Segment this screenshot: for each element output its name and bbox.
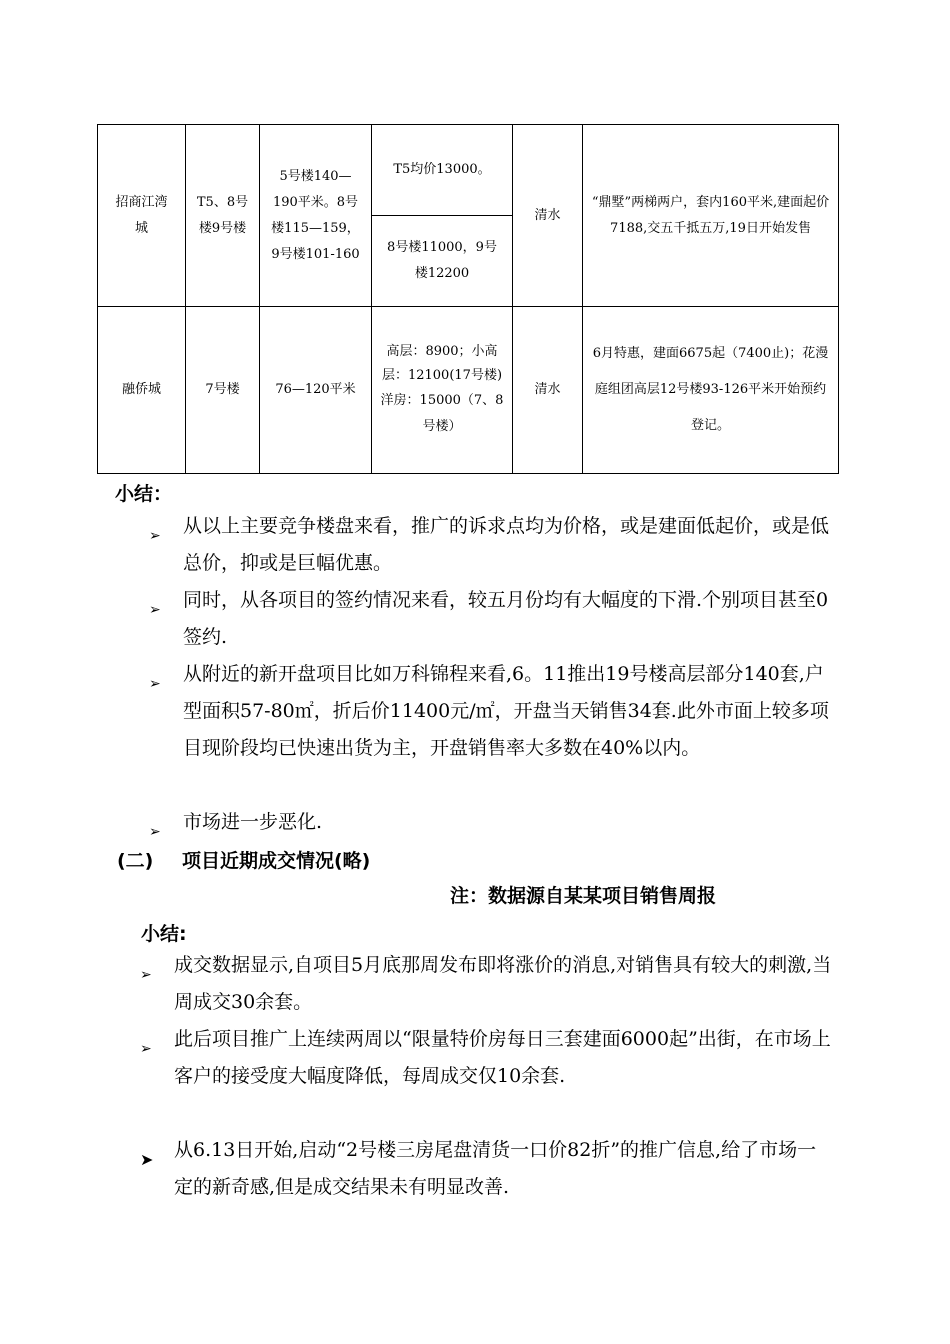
section-title: 项目近期成交情况(略) [182, 850, 371, 872]
summary-title: 小结： [115, 483, 173, 505]
summary-title: 小结: [141, 923, 187, 945]
list-item [140, 1021, 834, 1095]
buildings-cell: T5、8号楼9号楼 [186, 125, 260, 307]
buildings-cell: 7号楼 [186, 307, 260, 474]
section-heading [117, 846, 370, 873]
price-line: 高层：8900；小高层：12100(17号楼) [381, 344, 503, 383]
area-cell: 76—120平米 [260, 307, 372, 474]
project-name-cell: 融侨城 [98, 307, 186, 474]
arrow-bullet-icon: ➢ [149, 824, 161, 840]
section-number: (二) [117, 850, 154, 872]
bullet-text: 从以上主要竞争楼盘来看，推广的诉求点均为价格，或是建面低起价，或是低总价，抑或是巨幅优惠。 [183, 515, 830, 574]
list-item [140, 947, 834, 1021]
finish-cell: 清水 [513, 307, 583, 474]
list-item [149, 508, 843, 582]
finish-cell: 清水 [513, 125, 583, 307]
list-item [140, 1132, 834, 1206]
arrow-bullet-icon: ➢ [140, 1041, 152, 1057]
bullet-text: 此后项目推广上连续两周以“限量特价房每日三套建面6000起”出街，在市场上客户的接受度大幅度降低，每周成交仅10余套. [174, 1028, 831, 1087]
list-item [149, 656, 833, 767]
list-item [149, 804, 843, 841]
area-cell: 5号楼140—190平米。8号楼115—159，9号楼101-160 [260, 125, 372, 307]
arrow-bullet-icon: ➢ [149, 602, 161, 618]
promo-cell: “鼎墅”两梯两户，套内160平米,建面起价7188,交五千抵五万,19日开始发售 [583, 125, 839, 307]
price-cell: T5均价13000。 [372, 125, 513, 216]
bullet-text: 同时，从各项目的签约情况来看，较五月份均有大幅度的下滑.个别项目甚至0签约. [183, 589, 829, 648]
bullet-text: 从6.13日开始,启动“2号楼三房尾盘清货一口价82折”的推广信息,给了市场一定的新奇感,但是成交结果未有明显改善. [174, 1139, 817, 1198]
bullet-text: 成交数据显示,自项目5月底那周发布即将涨价的消息,对销售具有较大的刺激,当周成交30余套。 [174, 954, 832, 1013]
source-note: 注：数据源自某某项目销售周报 [450, 885, 717, 907]
bullet-text: 从附近的新开盘项目比如万科锦程来看,6。11推出19号楼高层部分140套,户型面积57-80㎡，折后价11400元/㎡，开盘当天销售34套.此外市面上较多项目现阶段均已快速出货为主，开盘销售率大多数在40%以内。 [183, 663, 829, 759]
price-cell [372, 307, 513, 474]
list-item [149, 582, 843, 656]
table-row [98, 125, 839, 216]
bullet-text: 市场进一步恶化. [183, 811, 323, 833]
arrow-bullet-icon: ➤ [140, 1150, 154, 1169]
price-cell: 8号楼11000，9号楼12200 [372, 216, 513, 307]
table-row [98, 307, 839, 474]
competitor-table [97, 124, 839, 474]
project-name-cell: 招商江湾城 [98, 125, 186, 307]
promo-cell: 6月特惠，建面6675起（7400止)；花漫庭组团高层12号楼93-126平米开始预约登记。 [583, 307, 839, 474]
arrow-bullet-icon: ➢ [140, 967, 152, 983]
price-line: 洋房：15000（7、8号楼） [380, 393, 504, 434]
arrow-bullet-icon: ➢ [149, 528, 161, 544]
arrow-bullet-icon: ➢ [149, 676, 161, 692]
